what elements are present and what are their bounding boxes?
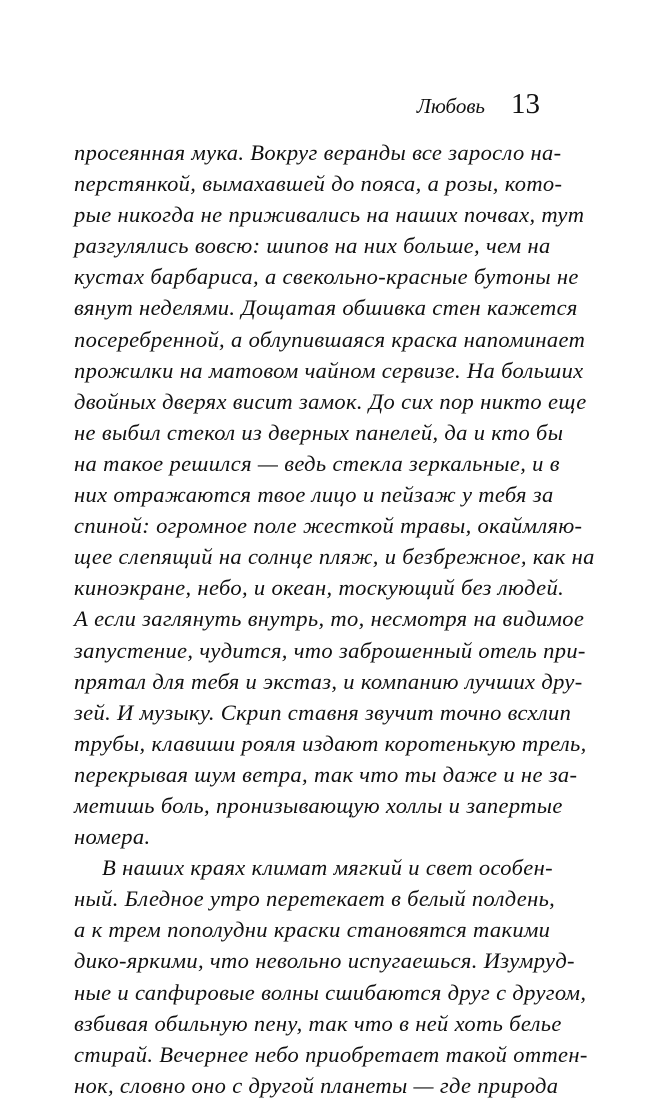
text-line: кустах барбариса, а свекольно-красные бутоны не (74, 264, 579, 290)
text-line: прожилки на матовом чайном сервизе. На больших (74, 357, 584, 383)
body-text (74, 137, 595, 1101)
text-line: вянут неделями. Дощатая обшивка стен кажется (74, 295, 578, 321)
running-head (417, 88, 540, 121)
text-line: просеянная мука. Вокруг веранды все заросло на- (74, 140, 562, 165)
text-line: щее слепящий на солнце пляж, и безбрежное, как на (74, 544, 595, 570)
text-line: ные и сапфировые волны сшибаются друг с другом, (74, 979, 587, 1005)
text-line: перекрывая шум ветра, так что ты даже и не за- (74, 761, 578, 787)
text-line: В наших краях климат мягкий и свет особен- (102, 855, 553, 881)
page-number: 13 (511, 88, 540, 120)
text-line: стирай. Вечернее небо приобретает такой оттен- (74, 1041, 588, 1067)
text-line: дико-яркими, что невольно испугаешься. Изумруд- (74, 948, 575, 974)
running-title: Любовь (416, 94, 485, 118)
text-line: метишь боль, пронизывающую холлы и запертые (74, 792, 563, 818)
text-line: двойных дверях висит замок. До сих пор никто еще (74, 388, 587, 414)
text-line: зей. И музыку. Скрип ставня звучит точно всхлип (74, 699, 572, 725)
text-line: нок, словно оно с другой планеты — где природа (74, 1072, 559, 1098)
text-line: перстянкой, вымахавшей до пояса, а розы, кото- (74, 171, 563, 197)
text-line: А если заглянуть внутрь, то, несмотря на видимое (74, 606, 585, 632)
text-line: запустение, чудится, что заброшенный отель при- (74, 637, 586, 663)
paragraph-2 (74, 852, 588, 1101)
text-line: ный. Бледное утро перетекает в белый полдень, (74, 886, 556, 912)
text-line: номера. (74, 824, 151, 850)
text-line: киноэкране, небо, и океан, тоскующий без людей. (74, 575, 565, 601)
text-line: на такое решился — ведь стекла зеркальные, и в (74, 450, 560, 476)
text-line: них отражаются твое лицо и пейзаж у тебя за (74, 482, 554, 508)
text-line: разгулялись вовсю: шипов на них больше, чем на (74, 233, 551, 259)
paragraph-1 (74, 137, 595, 852)
text-line: не выбил стекол из дверных панелей, да и кто бы (74, 419, 564, 445)
text-line: спиной: огромное поле жесткой травы, окаймляю- (74, 513, 583, 539)
text-line: взбивая обильную пену, так что в ней хоть белье (74, 1010, 562, 1036)
text-line: трубы, клавиши рояля издают коротенькую трель, (74, 730, 587, 756)
text-line: а к трем пополудни краски становятся такими (74, 917, 551, 943)
text-line: прятал для тебя и экстаз, и компанию лучших дру- (74, 668, 583, 694)
text-line: посеребренной, а облупившаяся краска напоминает (74, 326, 586, 352)
text-line: рые никогда не приживались на наших почвах, тут (74, 202, 585, 228)
